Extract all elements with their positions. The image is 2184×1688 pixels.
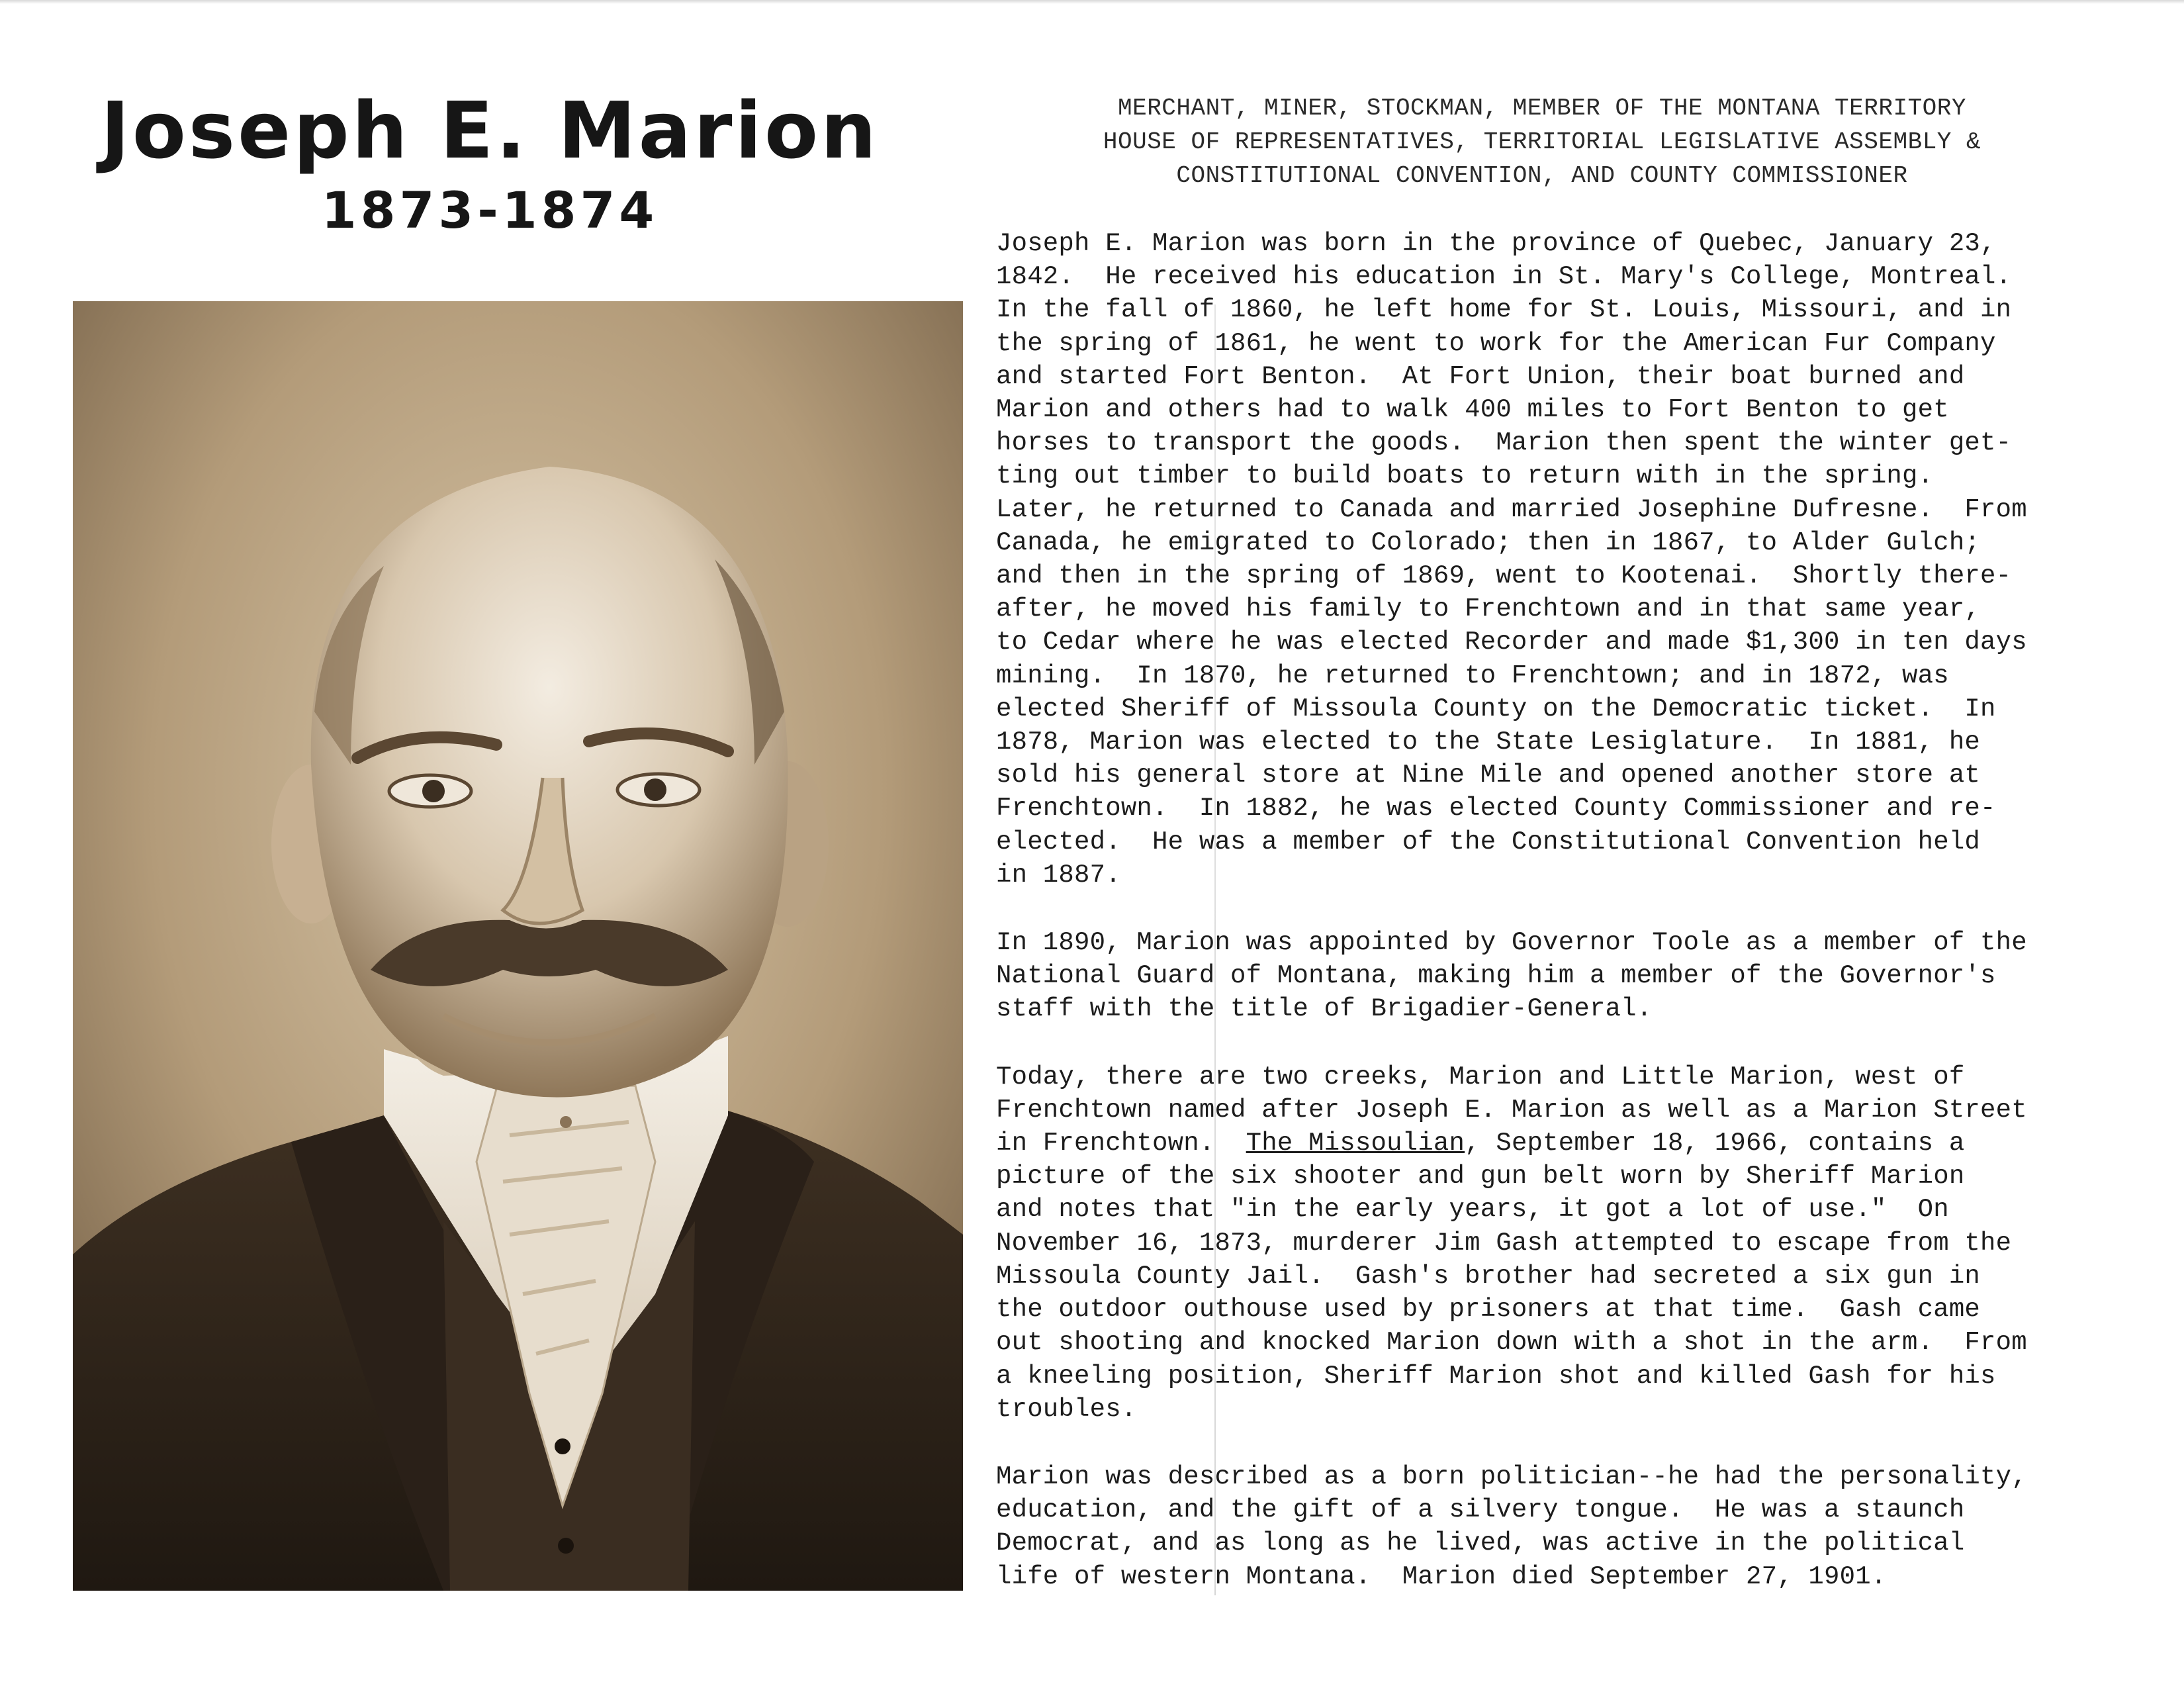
text-fragment: , September 18, 1966, contains a [1465,1129,1965,1158]
text-line: troubles. [996,1394,1137,1424]
subtitle-line: MERCHANT, MINER, STOCKMAN, MEMBER OF THE MONTANA TERRITORY [1117,95,1966,122]
text-line: and then in the spring of 1869, went to Kootenai. Shortly there- [996,561,2012,591]
text-line: a kneeling position, Sheriff Marion shot and killed Gash for his [996,1361,1996,1391]
biography-paragraph-1 [996,227,2161,892]
text-line: in 1887. [996,860,1121,890]
text-line: horses to transport the goods. Marion then spent the winter get- [996,428,2012,458]
text-line: Democrat, and as long as he lived, was active in the political [996,1528,1965,1558]
text-line: elected Sheriff of Missoula County on the Democratic ticket. In [996,694,1996,724]
text-line: education, and the gift of a silvery tongue. He was a staunch [996,1495,1965,1525]
text-line: Joseph E. Marion was born in the province of Quebec, January 23, [996,229,1996,258]
text-line: Today, there are two creeks, Marion and Little Marion, west of [996,1062,1965,1092]
text-line: elected. He was a member of the Constitutional Convention held [996,827,1981,857]
text-line: Later, he returned to Canada and married Josephine Dufresne. From [996,494,2027,524]
subtitle [946,91,2138,193]
text-line: sold his general store at Nine Mile and opened another store at [996,761,1981,790]
text-line: Marion was described as a born politician--he had the personality, [996,1462,2027,1491]
text-line: to Cedar where he was elected Recorder and made $1,300 in ten days [996,628,2027,657]
scan-edge [0,0,2184,4]
text-line: Missoula County Jail. Gash's brother had secreted a six gun in [996,1261,1981,1291]
text-line: 1878, Marion was elected to the State Lesiglature. In 1881, he [996,727,1981,757]
text-line: out shooting and knocked Marion down with a shot in the arm. From [996,1328,2027,1358]
text-line: 1842. He received his education in St. Mary's College, Montreal. [996,262,2012,292]
text-line: November 16, 1873, murderer Jim Gash attempted to escape from the [996,1228,2012,1258]
text-line: the spring of 1861, he went to work for the American Fur Company [996,328,1996,358]
subtitle-line: CONSTITUTIONAL CONVENTION, AND COUNTY COMMISSIONER [1176,162,1908,189]
biography-paragraph-4 [996,1460,2161,1593]
subtitle-line: HOUSE OF REPRESENTATIVES, TERRITORIAL LEGISLATIVE ASSEMBLY & [1103,128,1981,156]
text-fragment: in Frenchtown. [996,1129,1246,1158]
biography-paragraph-3 [996,1060,2161,1426]
text-line: Frenchtown. In 1882, he was elected County Commissioner and re- [996,794,1996,823]
text-line: and started Fort Benton. At Fort Union, their boat burned and [996,361,1965,391]
text-line: National Guard of Montana, making him a member of the Governor's [996,961,1996,991]
text-line: picture of the six shooter and gun belt worn by Sheriff Marion [996,1162,1965,1192]
page-title: Joseph E. Marion [100,85,880,176]
biography-paragraph-2 [996,926,2161,1026]
text-line: In 1890, Marion was appointed by Governor Toole as a member of the [996,928,2027,958]
text-line: Frenchtown named after Joseph E. Marion as well as a Marion Street [996,1095,2027,1125]
text-line: mining. In 1870, he returned to Frenchtown; and in 1872, was [996,661,1949,690]
portrait-image [73,301,963,1591]
text-line: and notes that "in the early years, it got a lot of use." On [996,1195,1949,1225]
text-line: staff with the title of Brigadier-General. [996,994,1653,1024]
text-line: ting out timber to build boats to return with in the spring. [996,461,1934,491]
term-years: 1873-1874 [321,181,659,240]
text-line: In the fall of 1860, he left home for St. Louis, Missouri, and in [996,295,2012,325]
newspaper-title: The Missoulian [1246,1129,1465,1158]
text-line [996,1127,2161,1160]
biography-text [996,227,2161,1628]
text-line: after, he moved his family to Frenchtown and in that same year, [996,594,1981,624]
text-line: Marion and others had to walk 400 miles to Fort Benton to get [996,395,1949,425]
text-line: Canada, he emigrated to Colorado; then in 1867, to Alder Gulch; [996,528,1981,557]
text-line: the outdoor outhouse used by prisoners at that time. Gash came [996,1295,1981,1325]
text-line: life of western Montana. Marion died September 27, 1901. [996,1562,1887,1591]
